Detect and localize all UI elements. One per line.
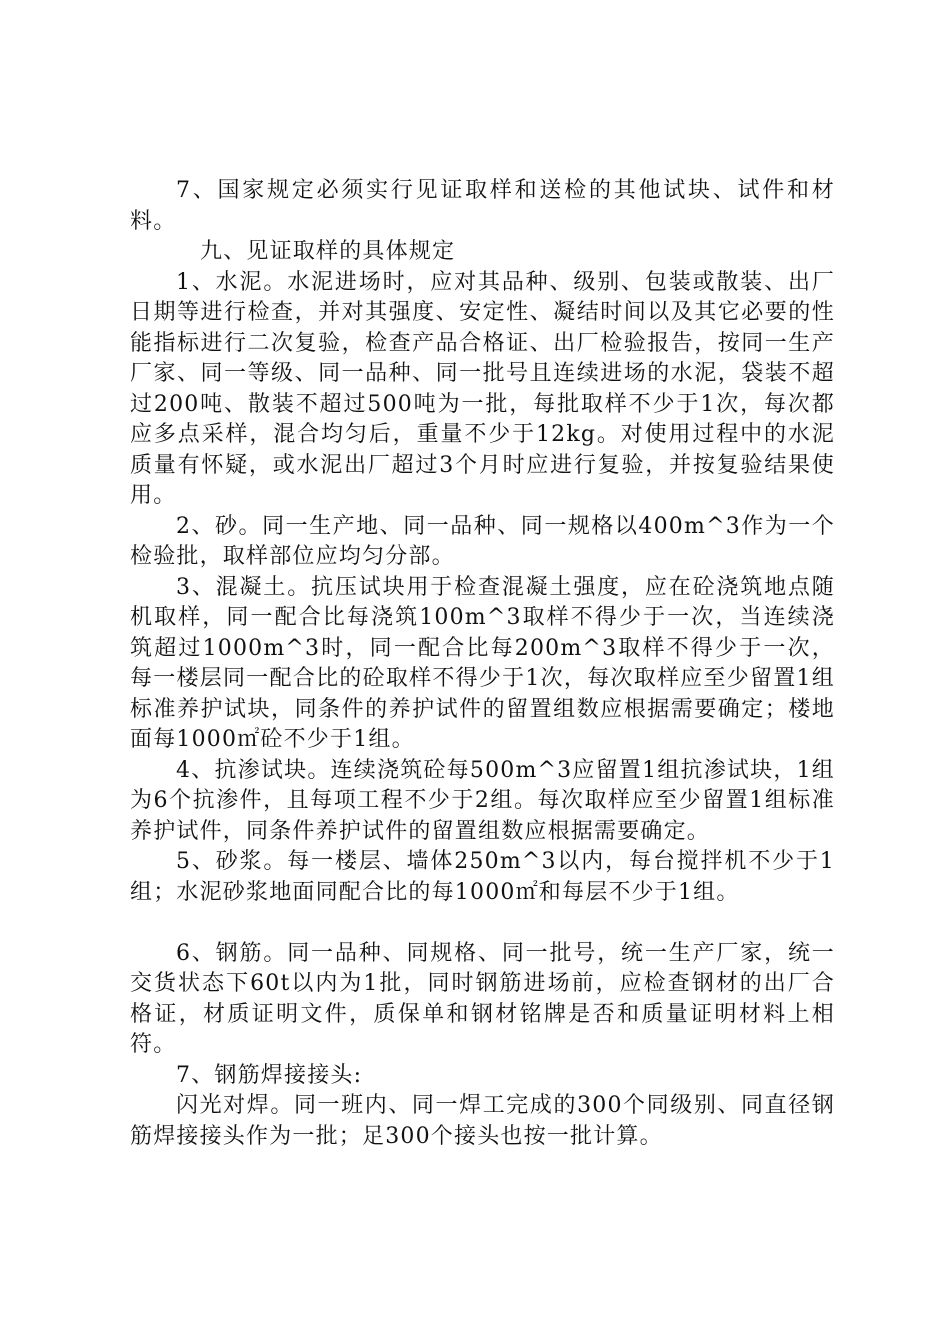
- paragraph-item-7-other-materials: 7、国家规定必须实行见证取样和送检的其他试块、试件和材料。: [130, 178, 835, 234]
- paragraph-rebar-weld-joint: 7、钢筋焊接接头:: [176, 1062, 363, 1088]
- section-heading-nine: 九、见证取样的具体规定: [200, 239, 456, 264]
- paragraph-cement: 1、水泥。水泥进场时，应对其品种、级别、包装或散装、出厂日期等进行检查，并对其强度、安定性、凝结时间以及其它必要的性能指标进行二次复验，检查产品合格证、出厂检验报告，按同一生产厂家、同一等级、同一品种、同一批号且连续进场的水泥，袋装不超过200吨、散装不超过500吨为一批，每批取样不少于1次，每次都应多点采样，混合均匀后，重量不少于12kg。对使用过程中的水泥质量有怀疑，或水泥出厂超过3个月时应进行复验，并按复验结果使用。: [130, 269, 835, 508]
- paragraph-impermeability-block: 4、抗渗试块。连续浇筑砼每500m^3应留置1组抗渗试块，1组为6个抗渗件，且每项工程不少于2组。每次取样应至少留置1组标准养护试件，同条件养护试件的留置组数应根据需要确定。: [130, 757, 835, 844]
- paragraph-concrete: 3、混凝土。抗压试块用于检查混凝土强度，应在砼浇筑地点随机取样，同一配合比每浇筑100m^3取样不得少于一次，当连续浇筑超过1000m^3时，同一配合比每200m^3取样不得少于一次，每一楼层同一配合比的砼取样不得少于1次，每次取样应至少留置1组标准养护试块，同条件的养护试件的留置组数应根据需要确定；楼地面每1000㎡砼不少于1组。: [130, 574, 835, 752]
- paragraph-flash-butt-welding: 闪光对焊。同一班内、同一焊工完成的300个同级别、同直径钢筋焊接接头作为一批；足300个接头也按一批计算。: [130, 1093, 835, 1149]
- document-body: [130, 176, 835, 1152]
- paragraph-mortar: 5、砂浆。每一楼层、墙体250m^3以内，每台搅拌机不少于1组；水泥砂浆地面同配合比的每1000㎡和每层不少于1组。: [130, 849, 835, 905]
- paragraph-rebar: 6、钢筋。同一品种、同规格、同一批号，统一生产厂家，统一交货状态下60t以内为1批，同时钢筋进场前，应检查钢材的出厂合格证，材质证明文件，质保单和钢材铭牌是否和质量证明材料上相符。: [130, 940, 835, 1057]
- paragraph-sand: 2、砂。同一生产地、同一品种、同一规格以400m^3作为一个检验批，取样部位应均匀分部。: [130, 513, 835, 569]
